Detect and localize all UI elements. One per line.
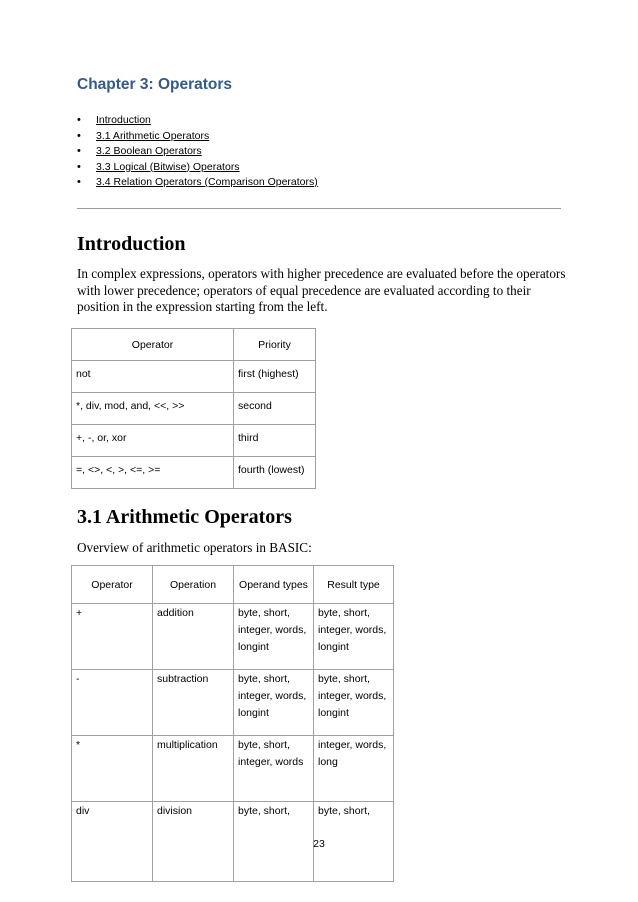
cell-operator: + — [72, 604, 153, 670]
table-of-contents — [77, 113, 318, 191]
cell-operator: * — [72, 736, 153, 802]
toc-link-logical[interactable]: 3.3 Logical (Bitwise) Operators — [96, 160, 240, 173]
toc-link-boolean[interactable]: 3.2 Boolean Operators — [96, 145, 202, 157]
header-operator: Operator — [72, 329, 234, 361]
cell-line: longint — [238, 641, 269, 653]
table-row — [72, 670, 394, 736]
cell-line: byte, short, — [318, 805, 370, 817]
arithmetic-heading: 3.1 Arithmetic Operators — [77, 506, 292, 528]
cell-line: long — [318, 756, 338, 768]
cell-operator: *, div, mod, and, <<, >> — [72, 393, 234, 425]
toc-link-introduction[interactable]: Introduction — [96, 114, 151, 126]
cell-priority: first (highest) — [234, 361, 316, 393]
toc-link-arithmetic[interactable]: 3.1 Arithmetic Operators — [96, 129, 210, 142]
cell-line: longint — [318, 641, 349, 653]
arithmetic-paragraph: Overview of arithmetic operators in BASIC: — [77, 540, 312, 555]
cell-line: integer, words, — [238, 624, 307, 636]
toc-item-introduction — [77, 113, 318, 129]
table-row — [72, 361, 316, 393]
cell-operator: div — [72, 802, 153, 882]
cell-line: byte, short, — [238, 673, 290, 685]
cell-operator: not — [72, 361, 234, 393]
table-header-row — [72, 329, 316, 361]
cell-line: byte, short, — [238, 805, 290, 817]
cell-operator: - — [72, 670, 153, 736]
table-row — [72, 393, 316, 425]
paragraph-line: with lower precedence; operators of equal precedence are evaluated according to their — [77, 282, 531, 298]
header-operator: Operator — [72, 566, 153, 604]
table-row — [72, 604, 394, 670]
header-result-type: Result type — [314, 566, 394, 604]
cell-operand-types — [234, 736, 314, 802]
table-row — [72, 425, 316, 457]
introduction-heading: Introduction — [77, 233, 186, 255]
cell-operation: multiplication — [153, 736, 234, 802]
arithmetic-operators-table — [71, 565, 394, 882]
toc-item-logical — [77, 160, 318, 176]
cell-line: byte, short, — [318, 607, 370, 619]
section-divider — [77, 208, 561, 209]
paragraph-line: In complex expressions, operators with higher precedence are evaluated before the operators — [77, 266, 566, 281]
chapter-title: Chapter 3: Operators — [77, 76, 233, 93]
toc-item-boolean — [77, 144, 318, 160]
cell-result-type — [314, 670, 394, 736]
cell-operation: addition — [153, 604, 234, 670]
cell-line: integer, words, — [238, 690, 307, 702]
cell-line: integer, words — [238, 756, 304, 768]
cell-operator: =, <>, <, >, <=, >= — [72, 457, 234, 489]
cell-result-type — [314, 604, 394, 670]
cell-operator: +, -, or, xor — [72, 425, 234, 457]
cell-line: longint — [238, 707, 269, 719]
cell-line: longint — [318, 707, 349, 719]
cell-result-type — [314, 736, 394, 802]
cell-line: integer, words, — [318, 690, 387, 702]
cell-line: integer, words, — [318, 624, 387, 636]
table-header-row — [72, 566, 394, 604]
cell-line: byte, short, — [238, 607, 290, 619]
table-row — [72, 736, 394, 802]
precedence-table — [71, 328, 316, 489]
header-priority: Priority — [234, 329, 316, 361]
table-row — [72, 457, 316, 489]
cell-line: byte, short, — [318, 673, 370, 685]
cell-priority: third — [234, 425, 316, 457]
cell-operation: division — [153, 802, 234, 882]
toc-link-relation[interactable]: 3.4 Relation Operators (Comparison Operators) — [96, 176, 318, 188]
page-number: 23 — [313, 838, 325, 850]
cell-operand-types — [234, 670, 314, 736]
toc-item-relation — [77, 175, 318, 191]
introduction-paragraph — [77, 266, 572, 316]
cell-operand-types — [234, 604, 314, 670]
paragraph-line: position in the expression starting from the left. — [77, 299, 328, 314]
toc-item-arithmetic — [77, 129, 318, 145]
cell-line: byte, short, — [238, 739, 290, 751]
cell-priority: fourth (lowest) — [234, 457, 316, 489]
cell-line: integer, words, — [318, 739, 387, 751]
cell-operation: subtraction — [153, 670, 234, 736]
header-operation: Operation — [153, 566, 234, 604]
cell-priority: second — [234, 393, 316, 425]
header-operand-types: Operand types — [234, 566, 314, 604]
